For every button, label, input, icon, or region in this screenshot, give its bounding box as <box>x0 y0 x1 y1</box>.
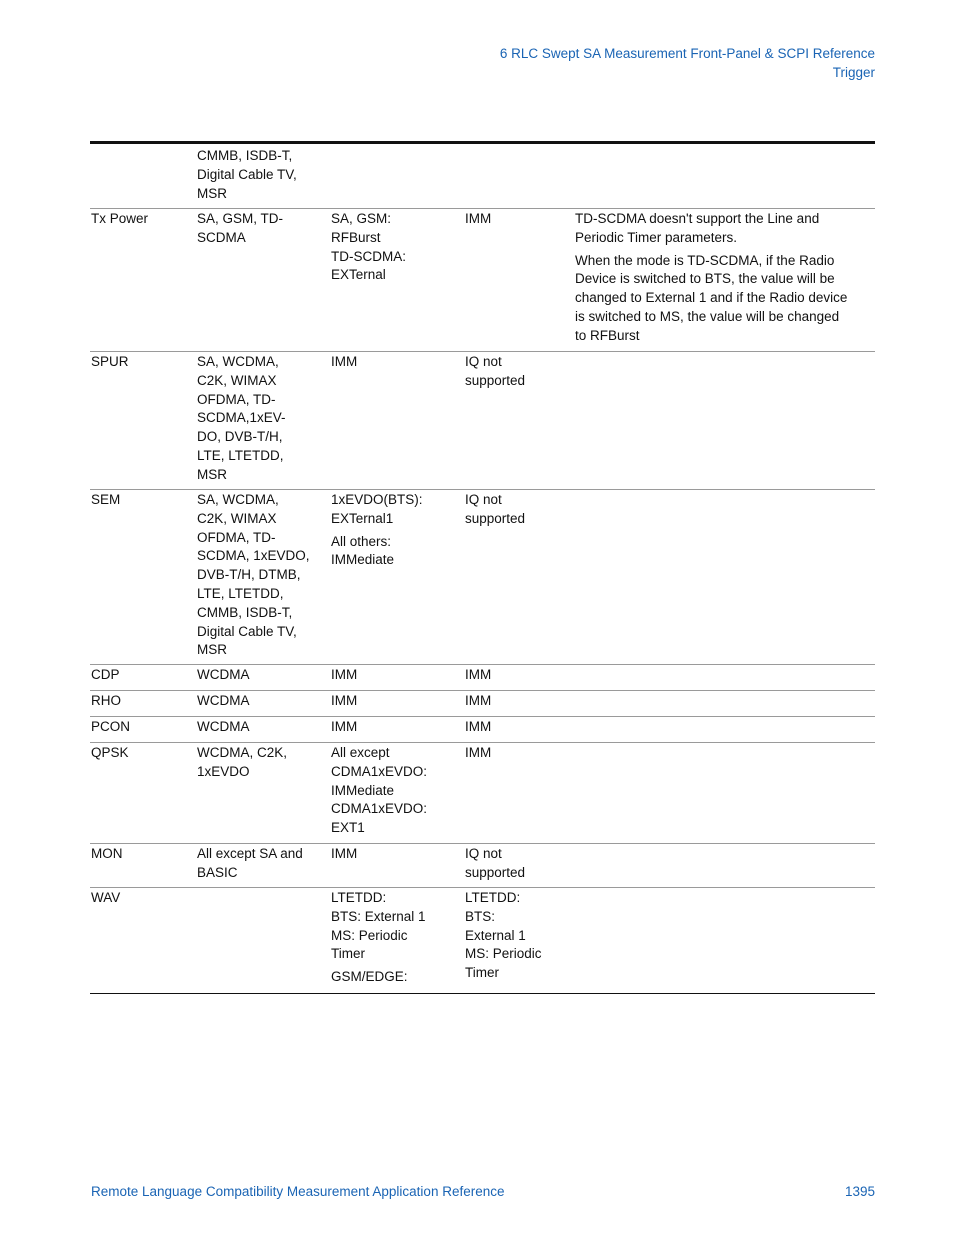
cell-paragraph: IMM <box>331 846 358 861</box>
cell-paragraph: SA, GSM: RFBurst TD-SCDMA: EXTernal <box>331 211 406 283</box>
table-row <box>90 209 875 352</box>
table-cell-col2: WCDMA, C2K, 1xEVDO <box>197 745 288 779</box>
table-row <box>90 144 875 209</box>
table-cell-col4 <box>465 210 569 229</box>
table-cell-col2: WCDMA <box>197 667 250 682</box>
table-cell-col2: SA, GSM, TD- SCDMA <box>197 211 284 245</box>
table-cell-col3 <box>331 491 459 570</box>
table-cell-col2: SA, WCDMA, C2K, WIMAX OFDMA, TD- SCDMA,1xEV- DO, DVB-T/H, LTE, LTETDD, MSR <box>197 354 286 482</box>
table-row <box>90 665 875 691</box>
cell-paragraph: IMM <box>465 211 492 226</box>
cell-paragraph: IMM <box>465 693 492 708</box>
table-cell-col1: SEM <box>91 492 121 507</box>
table-cell-col1: PCON <box>91 719 131 734</box>
cell-paragraph: All except CDMA1xEVDO: IMMediate CDMA1xEVDO: EXT1 <box>331 745 428 836</box>
table-cell-col4 <box>465 889 569 983</box>
trigger-table <box>90 141 875 994</box>
table-cell-col1: QPSK <box>91 745 129 760</box>
table-cell-col2: All except SA and BASIC <box>197 846 303 880</box>
cell-paragraph: LTETDD: BTS: External 1 MS: Periodic Timer <box>465 890 542 981</box>
table-cell-col2: CMMB, ISDB-T, Digital Cable TV, MSR <box>197 148 297 201</box>
table-cell-col3 <box>331 210 459 285</box>
cell-paragraph: IMM <box>331 667 358 682</box>
table-row <box>90 888 875 994</box>
table-cell-col1: WAV <box>91 890 121 905</box>
table-cell-col3 <box>331 718 459 737</box>
table-row <box>90 743 875 844</box>
table-cell-col4 <box>465 744 569 763</box>
table-cell-col4 <box>465 491 569 529</box>
cell-paragraph: LTETDD: BTS: External 1 MS: Periodic Timer <box>331 890 426 962</box>
table-cell-col5 <box>575 210 871 346</box>
running-header-section: Trigger <box>832 65 875 80</box>
table-cell-col3 <box>331 353 459 372</box>
table-row <box>90 490 875 665</box>
cell-paragraph: IMM <box>331 693 358 708</box>
running-header-chapter: 6 RLC Swept SA Measurement Front-Panel & SCPI Reference <box>499 46 875 61</box>
cell-paragraph: IMM <box>331 719 358 734</box>
table-cell-col4 <box>465 845 569 883</box>
table-cell-col1: Tx Power <box>91 211 149 226</box>
cell-paragraph: When the mode is TD-SCDMA, if the Radio Device is switched to BTS, the value will be changed to External 1 and if the Radio device is switched to MS, the value will be changed to RFBurst <box>575 252 848 343</box>
cell-paragraph: 1xEVDO(BTS): EXTernal1 <box>331 492 423 526</box>
cell-paragraph: IMM <box>465 719 492 734</box>
table-cell-col3 <box>331 889 459 987</box>
cell-paragraph: GSM/EDGE: <box>331 969 408 985</box>
cell-paragraph: IQ not supported <box>465 354 526 388</box>
table-cell-col2: SA, WCDMA, C2K, WIMAX OFDMA, TD- SCDMA, 1xEVDO, DVB-T/H, DTMB, LTE, LTETDD, CMMB, ISDB-T, Digital Cable TV, MSR <box>197 492 310 658</box>
table-cell-col1: CDP <box>91 667 120 682</box>
table-cell-col3 <box>331 666 459 685</box>
cell-paragraph: IQ not supported <box>465 492 526 526</box>
footer-page-number: 1395 <box>844 1184 875 1199</box>
table-cell-col1: MON <box>91 846 123 861</box>
table-cell-col3 <box>331 692 459 711</box>
table-cell-col4 <box>465 353 569 391</box>
footer-document-title: Remote Language Compatibility Measurement Application Reference <box>91 1184 505 1199</box>
table-row <box>90 352 875 490</box>
table-cell-col1: RHO <box>91 693 121 708</box>
table-cell-col4 <box>465 666 569 685</box>
table-cell-col2: WCDMA <box>197 693 250 708</box>
cell-paragraph: IQ not supported <box>465 846 526 880</box>
cell-paragraph: TD-SCDMA doesn't support the Line and Periodic Timer parameters. <box>575 211 820 245</box>
table-cell-col2: WCDMA <box>197 719 250 734</box>
table-cell-col3 <box>331 744 459 838</box>
table-cell-col1: SPUR <box>91 354 129 369</box>
table-cell-col4 <box>465 692 569 711</box>
cell-paragraph: IMM <box>465 667 492 682</box>
cell-paragraph: IMM <box>465 745 492 760</box>
cell-paragraph: IMM <box>331 354 358 369</box>
table-cell-col3 <box>331 845 459 864</box>
table-cell-col4 <box>465 718 569 737</box>
table-row <box>90 844 875 888</box>
table-row <box>90 691 875 717</box>
table-row <box>90 717 875 743</box>
cell-paragraph: All others: IMMediate <box>331 533 395 568</box>
